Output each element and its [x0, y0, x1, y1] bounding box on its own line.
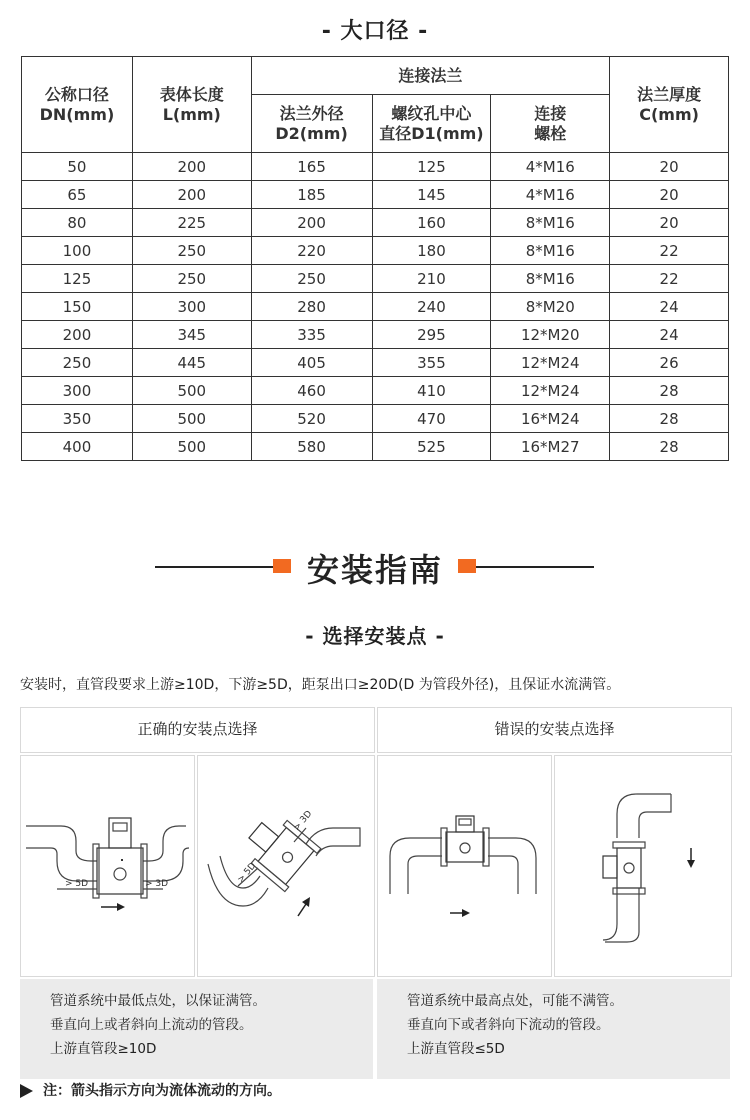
cell-d1: 355 — [372, 349, 491, 377]
cell-length: 200 — [132, 181, 251, 209]
cell-d2: 335 — [251, 321, 372, 349]
footer-note-text: 注：箭头指示方向为流体流动的方向。 — [43, 1083, 281, 1099]
cell-length: 300 — [132, 293, 251, 321]
cell-bolt: 16*M24 — [491, 405, 610, 433]
highpoint-pipe-illustration — [378, 756, 551, 976]
label-3d-a: > 3D — [145, 879, 169, 889]
header-d2-line2: D2(mm) — [275, 123, 348, 143]
cell-d1: 240 — [372, 293, 491, 321]
heading-right-marker — [458, 559, 476, 573]
wrong-desc-line3: 上游直管段≤5D — [407, 1041, 505, 1057]
cell-bolt: 12*M24 — [491, 377, 610, 405]
header-length-line1: 表体长度 — [159, 84, 224, 104]
cell-d2: 580 — [251, 433, 372, 461]
correct-desc-line3: 上游直管段≥10D — [50, 1041, 157, 1057]
cell-thickness: 20 — [610, 181, 729, 209]
lowpoint-pipe-illustration — [21, 756, 194, 976]
header-length — [132, 57, 251, 153]
cell-bolt: 8*M20 — [491, 293, 610, 321]
cell-d2: 280 — [251, 293, 372, 321]
cell-dn: 80 — [22, 209, 133, 237]
cell-thickness: 20 — [610, 209, 729, 237]
correct-desc-line2: 垂直向上或者斜向上流动的管段。 — [50, 1017, 253, 1033]
wrong-diagram-downflow — [554, 755, 732, 977]
header-bolt-line2: 螺栓 — [534, 123, 567, 143]
table-row — [22, 265, 729, 293]
cell-d2: 200 — [251, 209, 372, 237]
cell-length: 500 — [132, 405, 251, 433]
header-d1-line2: 直径D1(mm) — [379, 123, 484, 143]
cell-bolt: 8*M16 — [491, 237, 610, 265]
footer-note — [20, 1080, 281, 1100]
cell-d2: 520 — [251, 405, 372, 433]
cell-thickness: 24 — [610, 293, 729, 321]
header-d2 — [251, 95, 372, 153]
wrong-desc-line2: 垂直向下或者斜向下流动的管段。 — [407, 1017, 610, 1033]
cell-d1: 410 — [372, 377, 491, 405]
cell-length: 225 — [132, 209, 251, 237]
guide-heading — [0, 545, 750, 589]
cell-d1: 160 — [372, 209, 491, 237]
cell-dn: 400 — [22, 433, 133, 461]
cell-bolt: 8*M16 — [491, 265, 610, 293]
cell-dn: 150 — [22, 293, 133, 321]
cell-length: 500 — [132, 377, 251, 405]
table-row — [22, 293, 729, 321]
cell-d1: 145 — [372, 181, 491, 209]
cell-thickness: 22 — [610, 265, 729, 293]
table-row — [22, 237, 729, 265]
wrong-diagram-highpoint — [377, 755, 552, 977]
cell-d1: 525 — [372, 433, 491, 461]
header-thickness-line2: C(mm) — [639, 104, 699, 124]
cell-dn: 125 — [22, 265, 133, 293]
cell-thickness: 22 — [610, 237, 729, 265]
incline-pipe-illustration — [198, 756, 374, 976]
flow-arrow-right-wrong-icon — [462, 909, 470, 917]
cell-d1: 180 — [372, 237, 491, 265]
cell-d2: 460 — [251, 377, 372, 405]
cell-d2: 165 — [251, 153, 372, 181]
header-thickness — [610, 57, 729, 153]
correct-heading: 正确的安装点选择 — [20, 707, 375, 753]
cell-dn: 200 — [22, 321, 133, 349]
table-row — [22, 209, 729, 237]
wrong-desc-line1: 管道系统中最高点处，可能不满管。 — [407, 993, 623, 1009]
cell-dn: 65 — [22, 181, 133, 209]
cell-length: 500 — [132, 433, 251, 461]
cell-d1: 210 — [372, 265, 491, 293]
cell-bolt: 12*M24 — [491, 349, 610, 377]
header-dn-line2: DN(mm) — [39, 104, 115, 124]
flow-arrow-down-icon — [687, 860, 695, 868]
downflow-pipe-illustration — [555, 756, 731, 976]
cell-bolt: 4*M16 — [491, 181, 610, 209]
header-dn — [22, 57, 133, 153]
spec-section-title: - 大口径 - — [321, 19, 429, 44]
cell-length: 200 — [132, 153, 251, 181]
table-row — [22, 153, 729, 181]
table-row — [22, 377, 729, 405]
header-flange-group: 连接法兰 — [251, 57, 609, 95]
cell-bolt: 12*M20 — [491, 321, 610, 349]
header-thickness-line1: 法兰厚度 — [637, 84, 702, 104]
table-row — [22, 349, 729, 377]
table-row — [22, 405, 729, 433]
header-dn-line1: 公称口径 — [44, 84, 109, 104]
cell-d2: 250 — [251, 265, 372, 293]
cell-thickness: 28 — [610, 377, 729, 405]
cell-thickness: 28 — [610, 405, 729, 433]
cell-length: 250 — [132, 237, 251, 265]
label-5d: > 5D — [65, 879, 89, 889]
play-triangle-icon — [20, 1084, 33, 1098]
spec-table-body — [22, 153, 729, 461]
install-point-subtitle: - 选择安装点 - — [305, 624, 445, 648]
correct-diagram-incline — [197, 755, 375, 977]
cell-thickness: 24 — [610, 321, 729, 349]
cell-bolt: 8*M16 — [491, 209, 610, 237]
table-row — [22, 433, 729, 461]
wrong-description — [377, 979, 730, 1079]
cell-dn: 300 — [22, 377, 133, 405]
wrong-heading: 错误的安装点选择 — [377, 707, 732, 753]
cell-d1: 470 — [372, 405, 491, 433]
header-bolt — [491, 95, 610, 153]
cell-thickness: 20 — [610, 153, 729, 181]
cell-d1: 125 — [372, 153, 491, 181]
cell-dn: 250 — [22, 349, 133, 377]
spec-table — [21, 56, 729, 461]
header-d1-line1: 螺纹孔中心 — [391, 103, 472, 123]
cell-dn: 350 — [22, 405, 133, 433]
cell-d2: 405 — [251, 349, 372, 377]
table-row — [22, 181, 729, 209]
cell-bolt: 16*M27 — [491, 433, 610, 461]
cell-thickness: 28 — [610, 433, 729, 461]
heading-right-line — [476, 566, 594, 568]
flow-arrow-right-icon — [117, 903, 125, 911]
cell-d2: 185 — [251, 181, 372, 209]
header-d1 — [372, 95, 491, 153]
correct-description — [20, 979, 373, 1079]
install-requirement-note: 安装时，直管段要求上游≥10D，下游≥5D，距泵出口≥20D(D 为管段外径)，且保证水流满管。 — [20, 677, 621, 693]
cell-d2: 220 — [251, 237, 372, 265]
cell-bolt: 4*M16 — [491, 153, 610, 181]
correct-desc-line1: 管道系统中最低点处，以保证满管。 — [50, 993, 266, 1009]
guide-title: 安装指南 — [306, 551, 443, 589]
label-5d-incline: > 5D — [235, 861, 259, 886]
flow-arrow-upright-icon — [302, 897, 310, 907]
header-length-line2: L(mm) — [162, 104, 221, 124]
header-d2-line1: 法兰外径 — [279, 103, 344, 123]
cell-d1: 295 — [372, 321, 491, 349]
cell-length: 445 — [132, 349, 251, 377]
label-3d-incline: > 3D — [291, 809, 315, 834]
cell-length: 250 — [132, 265, 251, 293]
cell-dn: 100 — [22, 237, 133, 265]
cell-dn: 50 — [22, 153, 133, 181]
header-bolt-line1: 连接 — [534, 103, 567, 123]
cell-length: 345 — [132, 321, 251, 349]
cell-thickness: 26 — [610, 349, 729, 377]
correct-diagram-lowpoint — [20, 755, 195, 977]
table-row — [22, 321, 729, 349]
